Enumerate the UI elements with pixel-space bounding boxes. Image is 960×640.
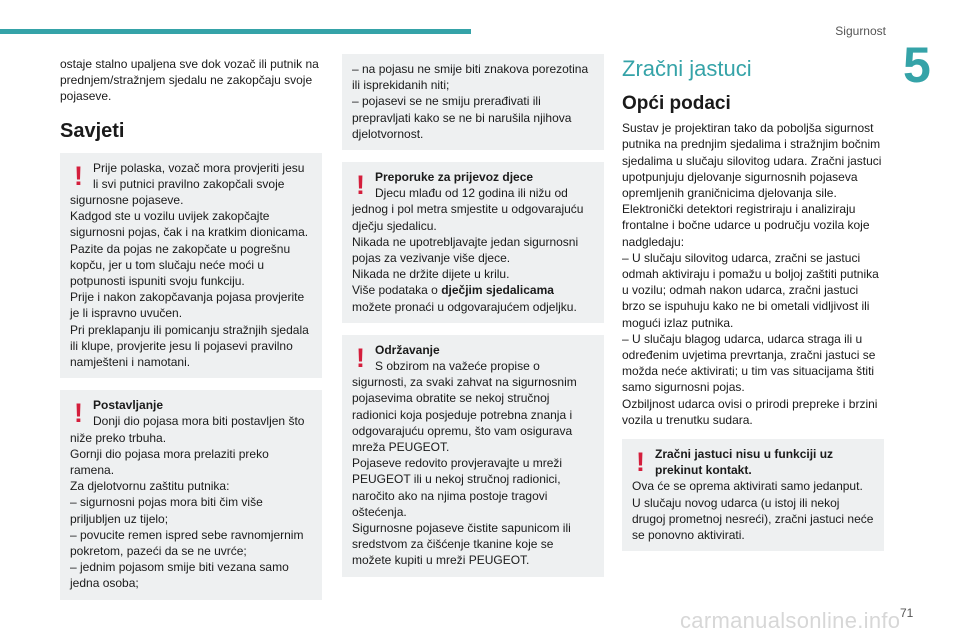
heading-savjeti: Savjeti: [60, 119, 125, 142]
warning-icon: !: [356, 170, 365, 201]
header-accent-bar: [0, 29, 471, 34]
note-text: – na pojasu ne smije biti znakova porezotina ili isprekidanih niti; – pojasevi se ne smiju prerađivati ili prepravljati kako se ne bi narušila njihova djelotvornost.: [352, 62, 589, 141]
warning-note-kontakt: [622, 439, 884, 551]
intro-paragraph: ostaje stalno upaljena sve dok vozač ili putnik na prednjem/stražnjem sjedalu ne zakopčaju svoje pojaseve.: [60, 57, 319, 104]
heading-zracni-jastuci: Zračni jastuci: [622, 56, 752, 81]
warning-icon: !: [74, 398, 83, 429]
warning-note-odrzavanje: [342, 335, 604, 577]
subheading-opci-podaci: Opći podaci: [622, 93, 731, 115]
note-title: Preporuke za prijevoz djece: [375, 170, 534, 185]
note-title: Zračni jastuci nisu u funkciji uz prekinut kontakt.: [655, 447, 834, 478]
note-text: Donji dio pojasa mora biti postavljen što niže preko trbuha. Gornji dio pojasa mora prelaziti preko ramena. Za djelotvornu zaštitu putnika: – sigurnosni pojas mora biti čim više priljubljen uz tijelo; – povucite remen ispred sebe ravnomjernim pokretom, pazeći da se ne uvrće; – jednim pojasom smije biti vezana samo jedna osoba;: [70, 414, 305, 591]
column-middle: [342, 54, 604, 589]
warning-icon: !: [636, 447, 645, 477]
note-continuation: [342, 54, 604, 150]
section-name: Sigurnost: [835, 24, 886, 38]
warning-icon: !: [356, 342, 365, 373]
page-number: 71: [900, 606, 914, 620]
watermark: carmanualsonline.info: [680, 608, 901, 633]
warning-note-general: [60, 153, 322, 379]
column-left: [60, 56, 322, 612]
warning-note-djeca: [342, 162, 604, 323]
note-more-pre: Više podataka o: [352, 283, 442, 298]
note-text: S obzirom na važeće propise o sigurnosti, za svaki zahvat na sigurnosnim pojasevima obratite se nekoj stručnoj radionici koja posjeduje potrebna znanja i odgovarajuću opremu, što vam osigurava mreža PEUGEOT. Pojaseve redovito provjeravajte u mreži PEUGEOT ili u nekoj stručnoj radionici, naročito ako na njima postoje tragovi oštećenja. Sigurnosne pojaseve čistite sapunicom ili sredstvom za čišćenje tkanine koje se možete kupiti u mreži PEUGEOT.: [352, 359, 577, 568]
note-title: Postavljanje: [93, 398, 164, 413]
chapter-number: 5: [903, 37, 931, 93]
note-more-post: možete pronaći u odgovarajućem odjeljku.: [352, 299, 577, 314]
note-more-bold: dječjim sjedalicama: [441, 283, 554, 298]
warning-note-postavljanje: [60, 390, 322, 599]
note-title: Održavanje: [375, 342, 440, 357]
note-text: Prije polaska, vozač mora provjeriti jesu li svi putnici pravilno zakopčali svoje sigurnosne pojaseve. Kadgod ste u vozilu uvijek zakopčajte sigurnosni pojas, čak i na kratkim dionicama. Pazite da pojas ne zakopčate u pogrešnu kopču, jer u tom slučaju neće moći u potpunosti ispuniti svoju funkciju. Prije i nakon zakopčavanja pojasa provjerite je li ispravno uvučen. Pri preklapanju ili pomicanju stražnjih sjedala ili klupe, provjerite jesu li pojasevi pravilno namješteni i namotani.: [70, 160, 309, 370]
note-text: Djecu mlađu od 12 godina ili nižu od jednog i pol metra smjestite u odgovarajuću dječju sjedalicu. Nikada ne upotrebljavajte jedan sigurnosni pojas za vezivanje više djece. Nikada ne držite dijete u krilu.: [352, 186, 584, 282]
warning-icon: !: [74, 160, 83, 191]
body-paragraph: Sustav je projektiran tako da poboljša sigurnost putnika na prednjim sjedalima i stražnjim bočnim sjedalima u slučaju silovitog udara. Zračni jastuci upotpunjuju djelovanje sigurnosnih pojaseva opremljenih graničnicima djelovanja sile. Elektronički detektori registriraju i analiziraju frontalne i bočne udarce u području vozila koje nadgledaju: – U slučaju silovitog udarca, zračni se jastuci odmah aktiviraju i pomažu u boljoj zaštiti putnika u vozilu; odmah nakon udarca, zračni jastuci brzo se ispuhuju kako ne bi ometali vidljivost ili mogući izlaz putnika. – U slučaju blagog udarca, udarca straga ili u određenim uvjetima prevrtanja, zračni jastuci se možda neće aktivirati; u tim vas situacijama štiti samo sigurnosni pojas. Ozbiljnost udarca ovisi o prirodi prepreke i brzini vozila u trenutku sudara.: [622, 121, 882, 427]
column-right: [622, 56, 884, 563]
note-text: Ova će se oprema aktivirati samo jedanput. U slučaju novog udarca (u istoj ili nekoj drugoj prometnoj nesreći), zračni jastuci neće se ponovno aktivirati.: [632, 479, 874, 543]
